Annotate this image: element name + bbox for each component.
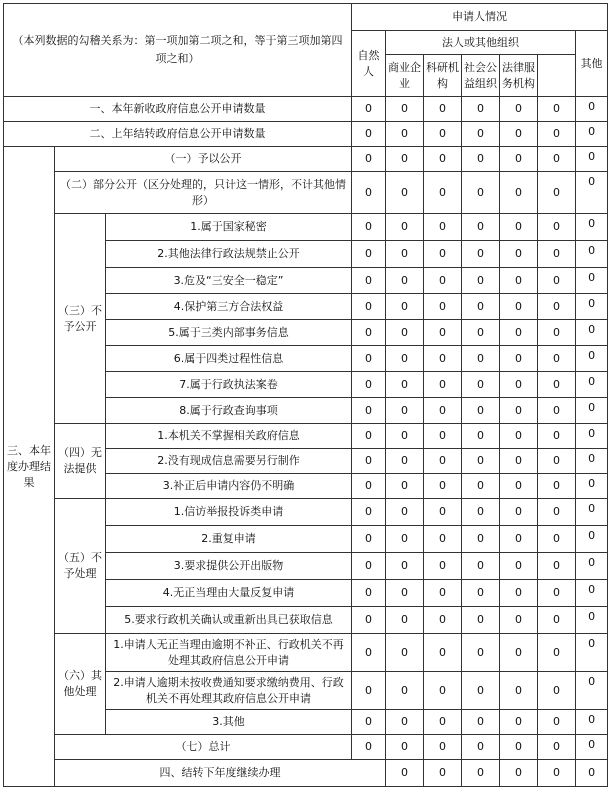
value-cell: 0 bbox=[500, 760, 538, 787]
value-cell: 0 bbox=[538, 320, 576, 346]
value-cell: 0 bbox=[500, 735, 538, 760]
legal-group-header: 法人或其他组织 bbox=[386, 31, 576, 55]
value-cell: 0 bbox=[386, 398, 424, 424]
value-cell: 0 bbox=[424, 122, 462, 147]
value-cell: 0 bbox=[352, 607, 386, 634]
value-cell: 0 bbox=[538, 398, 576, 424]
table-row bbox=[4, 97, 608, 122]
value-cell: 0 bbox=[538, 474, 576, 499]
value-cell: 0 bbox=[352, 424, 386, 449]
value-cell: 0 bbox=[352, 580, 386, 607]
value-cell: 0 bbox=[386, 147, 424, 172]
row-label-f1: 1.申请人无正当理由逾期不补正、行政机关不再处理其政府信息公开申请 bbox=[106, 634, 352, 672]
value-cell: 0 bbox=[500, 372, 538, 398]
row-label-g3: 三、本年度办理结果 bbox=[4, 147, 55, 787]
value-cell: 0 bbox=[424, 474, 462, 499]
value-cell: 0 bbox=[386, 346, 424, 372]
value-cell: 0 bbox=[500, 424, 538, 449]
value-cell: 0 bbox=[462, 580, 500, 607]
table-row bbox=[4, 760, 608, 787]
value-cell: 0 bbox=[352, 710, 386, 735]
value-cell: 0 bbox=[386, 526, 424, 553]
value-cell: 0 bbox=[424, 372, 462, 398]
total-cell: 0 bbox=[576, 424, 608, 449]
value-cell: 0 bbox=[424, 172, 462, 214]
value-cell: 0 bbox=[424, 449, 462, 474]
total-cell: 0 bbox=[576, 147, 608, 172]
row-label-g3d: （四）无法提供 bbox=[55, 424, 106, 499]
value-cell: 0 bbox=[538, 346, 576, 372]
value-cell: 0 bbox=[424, 553, 462, 580]
value-cell: 0 bbox=[500, 241, 538, 268]
total-cell: 0 bbox=[576, 268, 608, 294]
value-cell: 0 bbox=[538, 449, 576, 474]
value-cell: 0 bbox=[462, 553, 500, 580]
value-cell: 0 bbox=[386, 474, 424, 499]
value-cell: 0 bbox=[386, 499, 424, 526]
table-row bbox=[4, 499, 608, 526]
value-cell: 0 bbox=[386, 294, 424, 320]
value-cell: 0 bbox=[538, 760, 576, 787]
row-label-d2: 2.没有现成信息需要另行制作 bbox=[106, 449, 352, 474]
value-cell: 0 bbox=[424, 607, 462, 634]
value-cell: 0 bbox=[500, 672, 538, 710]
row-label-e3: 3.要求提供公开出版物 bbox=[106, 553, 352, 580]
row-label-c5: 5.属于三类内部事务信息 bbox=[106, 320, 352, 346]
row-label-c8: 8.属于行政查询事项 bbox=[106, 398, 352, 424]
value-cell: 0 bbox=[386, 320, 424, 346]
value-cell: 0 bbox=[500, 580, 538, 607]
row-label-r4: 四、结转下年度继续办理 bbox=[55, 760, 386, 787]
value-cell: 0 bbox=[424, 346, 462, 372]
total-cell: 0 bbox=[576, 122, 608, 147]
value-cell: 0 bbox=[386, 607, 424, 634]
row-label-r3g: （七）总计 bbox=[55, 735, 352, 760]
row-label-e1: 1.信访举报投诉类申请 bbox=[106, 499, 352, 526]
value-cell: 0 bbox=[500, 147, 538, 172]
row-label-f3: 3.其他 bbox=[106, 710, 352, 735]
row-label-e4: 4.无正当理由大量反复申请 bbox=[106, 580, 352, 607]
value-cell: 0 bbox=[352, 294, 386, 320]
formula-note: （本列数据的勾稽关系为：第一项加第二项之和，等于第三项加第四项之和） bbox=[4, 4, 352, 97]
table-row bbox=[4, 122, 608, 147]
value-cell: 0 bbox=[386, 710, 424, 735]
row-label-e5: 5.要求行政机关确认或重新出具已获取信息 bbox=[106, 607, 352, 634]
value-cell: 0 bbox=[500, 398, 538, 424]
total-cell: 0 bbox=[576, 372, 608, 398]
row-label-f2: 2.申请人逾期未按收费通知要求缴纳费用、行政机关不再处理其政府信息公开申请 bbox=[106, 672, 352, 710]
total-cell: 0 bbox=[576, 449, 608, 474]
value-cell: 0 bbox=[538, 372, 576, 398]
total-cell: 0 bbox=[576, 320, 608, 346]
value-cell: 0 bbox=[352, 449, 386, 474]
value-cell: 0 bbox=[424, 499, 462, 526]
value-cell: 0 bbox=[386, 268, 424, 294]
value-cell: 0 bbox=[538, 580, 576, 607]
value-cell: 0 bbox=[424, 147, 462, 172]
value-cell: 0 bbox=[538, 122, 576, 147]
total-cell: 0 bbox=[576, 474, 608, 499]
row-label-c6: 6.属于四类过程性信息 bbox=[106, 346, 352, 372]
value-cell: 0 bbox=[462, 122, 500, 147]
value-cell: 0 bbox=[500, 122, 538, 147]
total-cell: 0 bbox=[576, 346, 608, 372]
value-cell: 0 bbox=[500, 526, 538, 553]
value-cell: 0 bbox=[386, 634, 424, 672]
research-header: 科研机构 bbox=[424, 55, 462, 97]
value-cell: 0 bbox=[500, 294, 538, 320]
value-cell: 0 bbox=[386, 122, 424, 147]
total-cell: 0 bbox=[576, 710, 608, 735]
value-cell: 0 bbox=[538, 672, 576, 710]
value-cell: 0 bbox=[462, 97, 500, 122]
value-cell: 0 bbox=[386, 424, 424, 449]
value-cell: 0 bbox=[352, 268, 386, 294]
value-cell: 0 bbox=[424, 241, 462, 268]
value-cell: 0 bbox=[386, 97, 424, 122]
value-cell: 0 bbox=[462, 346, 500, 372]
other-header: 其他 bbox=[576, 31, 608, 97]
value-cell: 0 bbox=[424, 735, 462, 760]
value-cell: 0 bbox=[352, 398, 386, 424]
value-cell: 0 bbox=[386, 241, 424, 268]
value-cell: 0 bbox=[500, 553, 538, 580]
value-cell: 0 bbox=[462, 320, 500, 346]
value-cell: 0 bbox=[462, 449, 500, 474]
value-cell: 0 bbox=[386, 760, 424, 787]
row-label-g3f: （六）其他处理 bbox=[55, 634, 106, 735]
value-cell: 0 bbox=[424, 398, 462, 424]
value-cell: 0 bbox=[462, 607, 500, 634]
value-cell: 0 bbox=[538, 634, 576, 672]
value-cell: 0 bbox=[352, 320, 386, 346]
value-cell: 0 bbox=[500, 499, 538, 526]
value-cell: 0 bbox=[352, 672, 386, 710]
value-cell: 0 bbox=[538, 526, 576, 553]
value-cell: 0 bbox=[500, 449, 538, 474]
value-cell: 0 bbox=[352, 346, 386, 372]
value-cell: 0 bbox=[500, 320, 538, 346]
value-cell: 0 bbox=[352, 474, 386, 499]
value-cell: 0 bbox=[500, 214, 538, 241]
value-cell: 0 bbox=[424, 634, 462, 672]
total-cell: 0 bbox=[576, 241, 608, 268]
value-cell: 0 bbox=[538, 97, 576, 122]
total-cell: 0 bbox=[576, 580, 608, 607]
row-label-r3b: （二）部分公开（区分处理的，只计这一情形，不计其他情形） bbox=[55, 172, 352, 214]
table-row bbox=[4, 214, 608, 241]
table-row bbox=[4, 735, 608, 760]
value-cell: 0 bbox=[462, 526, 500, 553]
total-cell: 0 bbox=[576, 672, 608, 710]
total-cell: 0 bbox=[576, 553, 608, 580]
value-cell: 0 bbox=[352, 241, 386, 268]
value-cell: 0 bbox=[538, 499, 576, 526]
value-cell: 0 bbox=[352, 214, 386, 241]
value-cell: 0 bbox=[462, 241, 500, 268]
value-cell: 0 bbox=[538, 214, 576, 241]
row-label-d1: 1.本机关不掌握相关政府信息 bbox=[106, 424, 352, 449]
value-cell: 0 bbox=[386, 735, 424, 760]
value-cell: 0 bbox=[462, 634, 500, 672]
value-cell: 0 bbox=[462, 760, 500, 787]
value-cell: 0 bbox=[500, 634, 538, 672]
row-label-c1: 1.属于国家秘密 bbox=[106, 214, 352, 241]
row-label-c2: 2.其他法律行政法规禁止公开 bbox=[106, 241, 352, 268]
row-label-c7: 7.属于行政执法案卷 bbox=[106, 372, 352, 398]
value-cell: 0 bbox=[424, 320, 462, 346]
value-cell: 0 bbox=[500, 607, 538, 634]
row-label-g3c: （三）不予公开 bbox=[55, 214, 106, 424]
value-cell: 0 bbox=[424, 672, 462, 710]
value-cell: 0 bbox=[386, 214, 424, 241]
natural-person-header: 自然人 bbox=[352, 31, 386, 97]
table-row bbox=[4, 424, 608, 449]
value-cell: 0 bbox=[500, 172, 538, 214]
value-cell: 0 bbox=[424, 97, 462, 122]
value-cell: 0 bbox=[462, 372, 500, 398]
value-cell: 0 bbox=[424, 214, 462, 241]
total-cell: 0 bbox=[576, 634, 608, 672]
value-cell: 0 bbox=[352, 499, 386, 526]
row-label-c4: 4.保护第三方合法权益 bbox=[106, 294, 352, 320]
value-cell: 0 bbox=[500, 474, 538, 499]
total-cell: 0 bbox=[576, 607, 608, 634]
value-cell: 0 bbox=[352, 634, 386, 672]
value-cell: 0 bbox=[538, 268, 576, 294]
row-label-r3a: （一）予以公开 bbox=[55, 147, 352, 172]
value-cell: 0 bbox=[424, 760, 462, 787]
value-cell: 0 bbox=[538, 172, 576, 214]
value-cell: 0 bbox=[424, 710, 462, 735]
total-cell: 0 bbox=[576, 214, 608, 241]
commercial-header: 商业企业 bbox=[386, 55, 424, 97]
value-cell: 0 bbox=[538, 424, 576, 449]
value-cell: 0 bbox=[462, 214, 500, 241]
row-label-d3: 3.补正后申请内容仍不明确 bbox=[106, 474, 352, 499]
value-cell: 0 bbox=[386, 553, 424, 580]
total-cell: 0 bbox=[576, 294, 608, 320]
value-cell: 0 bbox=[386, 580, 424, 607]
row-label-c3: 3.危及“三安全一稳定” bbox=[106, 268, 352, 294]
value-cell: 0 bbox=[462, 710, 500, 735]
statistics-table bbox=[3, 3, 608, 787]
value-cell: 0 bbox=[462, 735, 500, 760]
social-header: 社会公益组织 bbox=[462, 55, 500, 97]
value-cell: 0 bbox=[538, 553, 576, 580]
value-cell: 0 bbox=[462, 398, 500, 424]
legal-service-header: 法律服务机构 bbox=[500, 55, 538, 97]
value-cell: 0 bbox=[538, 735, 576, 760]
table-row bbox=[4, 172, 608, 214]
table-row bbox=[4, 634, 608, 672]
value-cell: 0 bbox=[424, 424, 462, 449]
value-cell: 0 bbox=[352, 553, 386, 580]
value-cell: 0 bbox=[386, 672, 424, 710]
value-cell: 0 bbox=[462, 268, 500, 294]
value-cell: 0 bbox=[424, 294, 462, 320]
table-row bbox=[4, 147, 608, 172]
value-cell: 0 bbox=[424, 268, 462, 294]
value-cell: 0 bbox=[462, 499, 500, 526]
value-cell: 0 bbox=[538, 241, 576, 268]
value-cell: 0 bbox=[500, 268, 538, 294]
value-cell: 0 bbox=[576, 760, 608, 787]
value-cell: 0 bbox=[386, 449, 424, 474]
value-cell: 0 bbox=[462, 424, 500, 449]
value-cell: 0 bbox=[352, 372, 386, 398]
total-cell: 0 bbox=[576, 398, 608, 424]
value-cell: 0 bbox=[462, 172, 500, 214]
value-cell: 0 bbox=[386, 372, 424, 398]
value-cell: 0 bbox=[538, 710, 576, 735]
value-cell: 0 bbox=[538, 147, 576, 172]
row-label-r1: 一、本年新收政府信息公开申请数量 bbox=[4, 97, 352, 122]
value-cell: 0 bbox=[352, 147, 386, 172]
value-cell: 0 bbox=[462, 672, 500, 710]
value-cell: 0 bbox=[462, 294, 500, 320]
value-cell: 0 bbox=[538, 607, 576, 634]
value-cell: 0 bbox=[352, 735, 386, 760]
row-label-e2: 2.重复申请 bbox=[106, 526, 352, 553]
value-cell: 0 bbox=[462, 147, 500, 172]
value-cell: 0 bbox=[352, 97, 386, 122]
value-cell: 0 bbox=[500, 346, 538, 372]
total-cell: 0 bbox=[576, 735, 608, 760]
total-cell: 0 bbox=[576, 97, 608, 122]
value-cell: 0 bbox=[352, 122, 386, 147]
total-cell: 0 bbox=[576, 499, 608, 526]
value-cell: 0 bbox=[386, 172, 424, 214]
value-cell: 0 bbox=[352, 526, 386, 553]
applicant-header: 申请人情况 bbox=[352, 4, 608, 31]
row-label-r2: 二、上年结转政府信息公开申请数量 bbox=[4, 122, 352, 147]
total-cell: 0 bbox=[576, 526, 608, 553]
value-cell: 0 bbox=[462, 474, 500, 499]
value-cell: 0 bbox=[538, 294, 576, 320]
value-cell: 0 bbox=[424, 526, 462, 553]
value-cell: 0 bbox=[352, 172, 386, 214]
value-cell: 0 bbox=[424, 580, 462, 607]
value-cell: 0 bbox=[500, 97, 538, 122]
row-label-g3e: （五）不予处理 bbox=[55, 499, 106, 634]
value-cell: 0 bbox=[500, 710, 538, 735]
total-cell: 0 bbox=[576, 172, 608, 214]
